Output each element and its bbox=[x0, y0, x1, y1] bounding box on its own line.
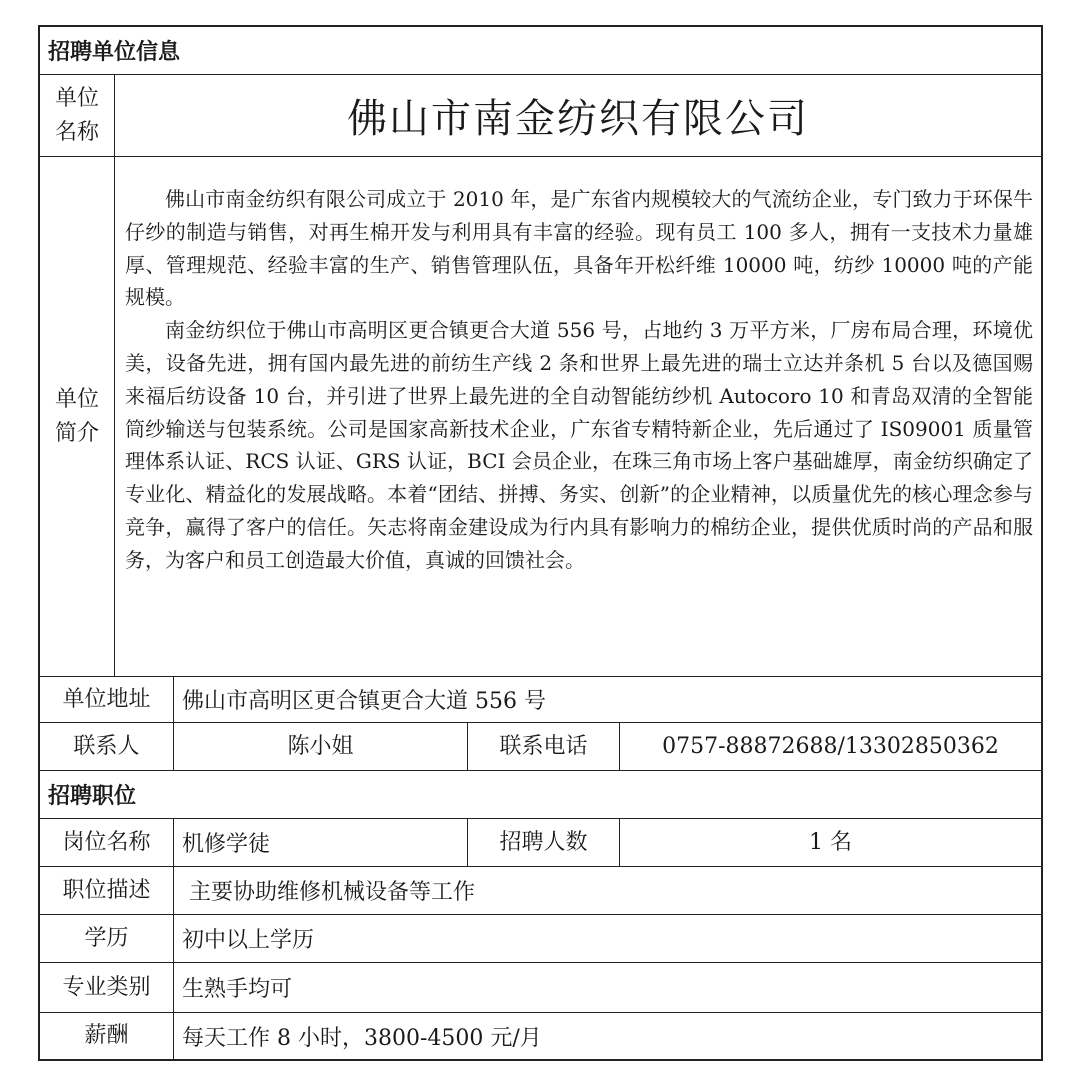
salary-label: 薪酬 bbox=[40, 1013, 174, 1059]
salary-row bbox=[40, 1013, 1041, 1059]
major-row bbox=[40, 963, 1041, 1013]
recruitment-table bbox=[38, 25, 1043, 1061]
address-row bbox=[40, 677, 1041, 723]
company-name: 佛山市南金纺织有限公司 bbox=[347, 96, 809, 142]
salary-value: 每天工作 8 小时，3800-4500 元/月 bbox=[182, 1025, 542, 1051]
section-company-info-title: 招聘单位信息 bbox=[48, 40, 181, 65]
section-positions-title: 招聘职位 bbox=[48, 784, 137, 809]
company-name-label: 单位 名称 bbox=[40, 75, 115, 156]
contact-value: 陈小姐 bbox=[174, 723, 468, 770]
headcount-label: 招聘人数 bbox=[468, 819, 620, 866]
section-company-info bbox=[40, 27, 1041, 75]
headcount-value: 1 名 bbox=[809, 829, 852, 855]
company-intro-row bbox=[40, 157, 1041, 677]
contact-row bbox=[40, 723, 1041, 771]
major-value: 生熟手均可 bbox=[182, 977, 293, 1002]
education-row bbox=[40, 915, 1041, 963]
description-label: 职位描述 bbox=[40, 867, 174, 914]
phone-value: 0757-88872688/13302850362 bbox=[662, 733, 999, 759]
section-positions bbox=[40, 771, 1041, 819]
company-intro-label: 单位 简介 bbox=[40, 157, 115, 676]
address-value: 佛山市高明区更合镇更合大道 556 号 bbox=[182, 689, 546, 714]
position-title-row bbox=[40, 819, 1041, 867]
phone-label: 联系电话 bbox=[468, 723, 620, 770]
intro-paragraph-2: 南金纺织位于佛山市高明区更合镇更合大道 556 号，占地约 3 万平方米，厂房布局合理，环境优美，设备先进，拥有国内最先进的前纺生产线 2 条和世界上最先进的瑞士立达并条机 5 台以及德国赐来福后纺设备 10 台，并引进了世界上最先进的全自动智能纺纱机 Autocoro 10 和青岛双清的全智能筒纱输送与包装系统。公司是国家高新技术企业，广东省专精特新企业，先后通过了 IS09001 质量管理体系认证、RCS 认证、GRS 认证，BCI 会员企业，在珠三角市场上客户基础雄厚，南金纺织确定了专业化、精益化的发展战略。本着“团结、拼搏、务实、创新”的企业精神，以质量优先的核心理念参与竞争，赢得了客户的信任。矢志将南金建设成为行内具有影响力的棉纺企业，提供优质时尚的产品和服务，为客户和员工创造最大价值，真诚的回馈社会。 bbox=[125, 318, 1033, 572]
address-label: 单位地址 bbox=[40, 677, 174, 722]
intro-paragraph-1: 佛山市南金纺织有限公司成立于 2010 年，是广东省内规模较大的气流纺企业，专门致力于环保牛仔纱的制造与销售，对再生棉开发与利用具有丰富的经验。现有员工 100 多人，拥有一支技术力量雄厚、管理规范、经验丰富的生产、销售管理队伍，具备年开松纤维 10000 吨，纺纱 10000 吨的产能规模。 bbox=[125, 187, 1033, 310]
education-label: 学历 bbox=[40, 915, 174, 962]
description-row bbox=[40, 867, 1041, 915]
position-title-value: 机修学徒 bbox=[174, 819, 468, 866]
position-title-label: 岗位名称 bbox=[40, 819, 174, 866]
company-intro-text bbox=[115, 157, 1041, 676]
company-name-row bbox=[40, 75, 1041, 157]
education-value: 初中以上学历 bbox=[182, 928, 315, 953]
major-label: 专业类别 bbox=[40, 963, 174, 1012]
contact-label: 联系人 bbox=[40, 723, 174, 770]
description-value: 主要协助维修机械设备等工作 bbox=[182, 880, 475, 905]
